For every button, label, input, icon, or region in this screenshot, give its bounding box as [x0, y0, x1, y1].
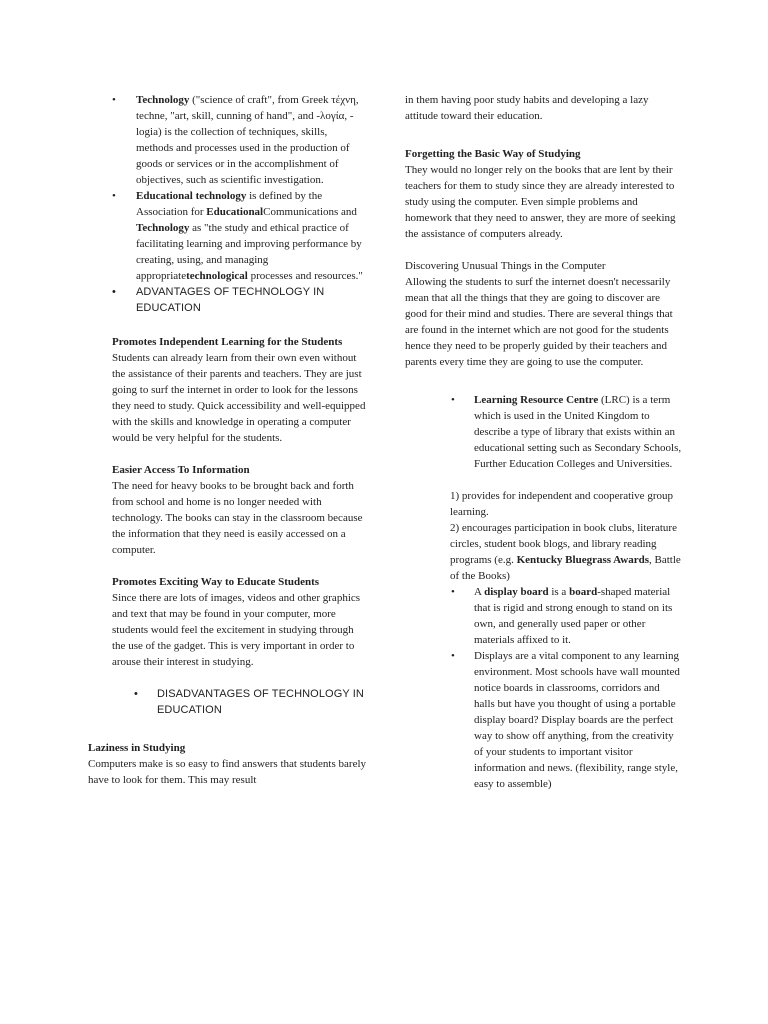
left-column	[88, 92, 366, 788]
lrc-definition	[474, 392, 683, 472]
disadvantages-heading	[88, 686, 366, 718]
bullet-icon: •	[451, 586, 455, 598]
bullet-icon: •	[451, 394, 455, 406]
section-body: Students can already learn from their own even without the assistance of their parents and teachers. They are just going to surf the internet in order to look for the lessons they need to study. Quick accessibility and well-equipped with the skills and knowledge in operating a computer would be very helpful for the students.	[112, 352, 366, 444]
db-text-c: is a	[548, 586, 570, 598]
edtech-text-2: Communications and	[263, 206, 357, 218]
section-forgetting-basics	[405, 146, 683, 242]
term-educational: Educational	[206, 206, 264, 218]
db-text-a: A	[474, 586, 485, 598]
term-technology: Technology	[136, 94, 190, 106]
bullet-lrc	[405, 392, 683, 472]
section-laziness	[88, 740, 366, 788]
term-kentucky: Kentucky Bluegrass Awards	[516, 554, 650, 566]
bullet-educational-technology	[88, 188, 366, 284]
section-body: Computers make is so easy to find answers that students barely have to look for them. This may result	[88, 758, 367, 786]
section-title: Discovering Unusual Things in the Computer	[405, 260, 606, 272]
section-body: Since there are lots of images, videos and other graphics and text that may be found in your computer, more students would feel the excitement in studying through the use of the gadget. This is very important in order to arouse their interest in studying.	[112, 592, 361, 668]
bullet-icon: •	[112, 94, 116, 106]
bullet-icon: •	[451, 650, 455, 662]
bullet-displays	[405, 648, 683, 792]
section-title: Promotes Independent Learning for the Students	[112, 336, 343, 348]
right-column	[405, 92, 683, 792]
bullet-display-board	[405, 584, 683, 648]
edtech-definition	[136, 188, 366, 284]
section-unusual-things	[405, 258, 683, 370]
section-body: The need for heavy books to be brought back and forth from school and home is no longer needed with technology. The books can stay in the classroom because the information that they need is easily accessed on a computer.	[112, 480, 363, 556]
term-display-board: display board	[484, 586, 549, 598]
term-lrc: Learning Resource Centre	[474, 394, 599, 406]
term-board: board	[569, 586, 598, 598]
advantages-heading	[88, 284, 366, 316]
advantages-heading-text: ADVANTAGES OF TECHNOLOGY IN EDUCATION	[136, 286, 325, 314]
continued-text: in them having poor study habits and developing a lazy attitude toward their education.	[405, 94, 649, 122]
db-text-e: -shaped material that is rigid and strong enough to stand on its own, and generally used paper or other materials affixed to it.	[474, 586, 673, 646]
section-title: Laziness in Studying	[88, 742, 186, 754]
section-title: Promotes Exciting Way to Educate Students	[112, 576, 320, 588]
bullet-icon: •	[134, 688, 138, 700]
list-item: 1) provides for independent and cooperative group learning.	[450, 490, 673, 518]
section-body: Allowing the students to surf the internet doesn't necessarily mean that all the things that they are going to discover are good for their mind and studies. There are several things that are found in the internet which are not good for the students hence they need to be properly guided by their teachers and parents every time they are going to use the computer.	[405, 276, 673, 368]
term-technology-2: Technology	[136, 222, 190, 234]
section-title: Easier Access To Information	[112, 464, 250, 476]
section-easier-access	[88, 462, 366, 558]
lrc-list	[405, 488, 683, 584]
bullet-icon: •	[112, 190, 116, 202]
list-item	[450, 520, 683, 584]
section-title: Forgetting the Basic Way of Studying	[405, 148, 581, 160]
item2-text-a: 2) encourages participation in book clubs, literature circles, student book blogs, and library reading programs (e.g.	[450, 522, 677, 566]
item2-text-c: , Battle of the Books)	[450, 554, 681, 582]
edtech-text-1: is defined by the Association for	[136, 190, 323, 218]
section-body: They would no longer rely on the books that are lent by their teachers for them to study since they are already interested to study using the computer. Even simple problems and homework that they need to answer, they are more of seeking the assistance of computers already.	[405, 164, 676, 240]
disadvantages-heading-text: DISADVANTAGES OF TECHNOLOGY IN EDUCATION	[157, 688, 364, 716]
term-technological: technological	[186, 270, 248, 282]
display-board-definition	[474, 584, 683, 648]
edtech-text-4: processes and resources."	[247, 270, 363, 282]
technology-definition	[136, 92, 366, 188]
bullet-technology	[88, 92, 366, 188]
bullet-icon: •	[112, 286, 116, 298]
section-exciting-way	[88, 574, 366, 670]
term-edtech: Educational technology	[136, 190, 247, 202]
edtech-text-3: as "the study and ethical practice of facilitating learning and improving performance by creating, using, and managing appropriate	[136, 222, 362, 282]
section-independent-learning	[88, 334, 366, 446]
lrc-text: (LRC) is a term which is used in the United Kingdom to describe a type of library that exists within an educational setting such as Secondary Schools, Further Education Colleges and Universities.	[474, 394, 682, 470]
displays-text: Displays are a vital component to any learning environment. Most schools have wall mounted notice boards in classrooms, corridors and halls but have you thought of using a portable display board? Display boards are the perfect way to show off anything, from the creativity of your students to important visitor information and news. (flexibility, range style, easy to assemble)	[474, 650, 680, 790]
technology-text: ("science of craft", from Greek τέχνη, techne, "art, skill, cunning of hand", and -λογία, -logia) is the collection of techniques, skills, methods and processes used in the production of goods or services or in the accomplishment of objectives, such as scientific investigation.	[136, 94, 359, 186]
